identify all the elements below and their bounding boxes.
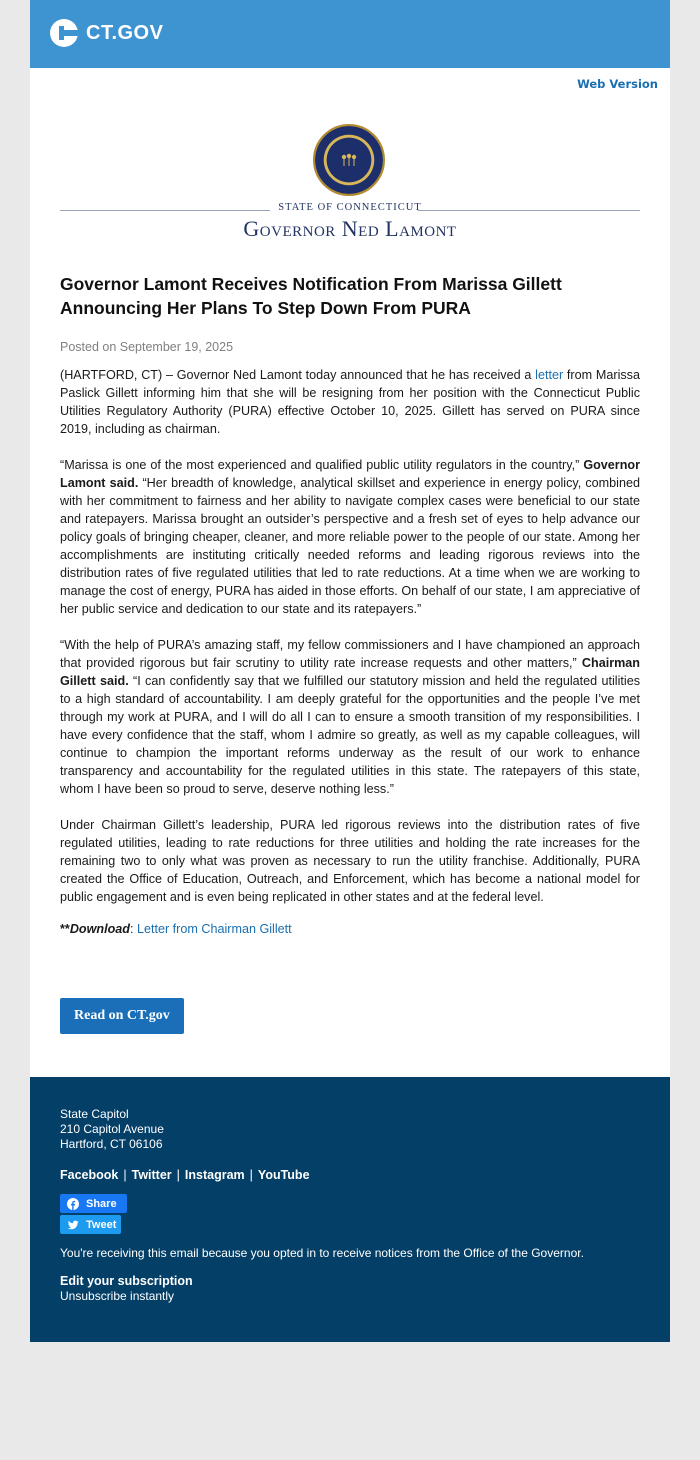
paragraph-2: “Marissa is one of the most experienced and qualified public utility regulators in the country,” Governor Lamont said. “Her breadth of knowledge, analytical skillset and experience in energy policy, combined with her commitment to fairness and her ability to navigate complex cases were beneficial to our state and ratepayers. Marissa brought an outsider’s perspective and a fresh set of eyes to help advance our policy goals of bringing cheaper, cleaner, and more reliable power to the people of our state. Among her accomplishments are instituting critically needed reforms and leading rigorous reviews into the distribution rates of five regulated utilities that led to rate reductions. At a time when we are working to manage the cost of energy, PURA has aided in those efforts. On behalf of our state, I am appreciative of her public service and dedication to our state and its ratepayers.” <box>60 458 640 616</box>
download-label: Download <box>69 922 130 936</box>
ct-logo-icon <box>50 19 78 47</box>
posted-date: Posted on September 19, 2025 <box>60 340 234 354</box>
state-seal-icon <box>313 124 385 196</box>
optin-notice: You're receiving this email because you opted in to receive notices from the Office of the Governor. <box>60 1246 584 1260</box>
instagram-link[interactable]: Instagram <box>184 1168 245 1182</box>
chairman-attribution: Chairman Gillett said. <box>60 656 640 688</box>
twitter-tweet-button[interactable]: Tweet <box>60 1215 121 1234</box>
letter-link[interactable]: letter <box>535 368 564 382</box>
ct-logo-text: CT.GOV <box>86 21 164 44</box>
governor-masthead <box>60 108 640 241</box>
edit-subscription-link[interactable]: Edit your subscription <box>60 1274 193 1288</box>
share-buttons <box>60 1194 640 1234</box>
twitter-bird-icon <box>67 1219 79 1231</box>
ct-gov-logo[interactable] <box>50 19 163 47</box>
social-links: Facebook | Twitter | Instagram | YouTube <box>60 1168 310 1182</box>
paragraph-1: (HARTFORD, CT) – Governor Ned Lamont today announced that he has received a letter from Marissa Paslick Gillett informing him that she will be resigning from her position with the Connecticut Public Utilities Regulatory Authority (PURA) effective October 10, 2025. Gillett has served on PURA since 2019, including as chairman. <box>60 368 640 436</box>
facebook-link[interactable]: Facebook <box>60 1168 119 1182</box>
letter-download-link[interactable]: Letter from Chairman Gillett <box>136 922 292 936</box>
download-line: **Download: Letter from Chairman Gillett <box>60 922 292 936</box>
twitter-link[interactable]: Twitter <box>131 1168 172 1182</box>
governor-attribution: Governor Lamont said. <box>60 458 640 490</box>
email-container <box>30 0 670 1342</box>
state-of-connecticut: STATE OF CONNECTICUT <box>278 202 422 213</box>
header-bar <box>30 0 670 68</box>
governor-name: Governor Ned Lamont <box>243 216 457 241</box>
article-title: Governor Lamont Receives Notification From Marissa Gillett Announcing Her Plans To Step Down From PURA <box>60 274 562 318</box>
facebook-share-button[interactable]: Share <box>60 1194 127 1213</box>
web-version-link[interactable]: Web Version <box>577 77 658 91</box>
youtube-link[interactable]: YouTube <box>257 1168 310 1182</box>
facebook-icon <box>67 1198 79 1210</box>
footer-address: State Capitol 210 Capitol Avenue Hartford, CT 06106 <box>60 1107 164 1151</box>
paragraph-3: “With the help of PURA’s amazing staff, my fellow commissioners and I have championed an approach that provided rigorous but fair scrutiny to utility rate increase requests and other matters,” Chairman Gillett said. “I can confidently say that we fulfilled our statutory mission and held the regulated utilities to a high standard of accountability. I am deeply grateful for the opportunities and the people I’ve met through my work at PURA, and I will do all I can to ensure a smooth transition of my responsibilities. I have every confidence that the staff, whom I admire so greatly, as well as my capable colleagues, will continue to champion the important reforms underway as the result of our work to enhance transparency and accountability for the regulated utilities in this state. The ratepayers of this state, whom I have been so proud to serve, deserve nothing less.” <box>60 638 640 796</box>
unsubscribe-link[interactable]: Unsubscribe instantly <box>60 1289 175 1303</box>
paragraph-4: Under Chairman Gillett’s leadership, PURA led rigorous reviews into the distribution rates of five regulated utilities, leading to rate reductions for three utilities and holding the rate increases for the remaining two to only what was proven as necessary to run the utility franchise. Additionally, PURA created the Office of Education, Outreach, and Enforcement, which has become a national model for public engagement and is even being replicated in other states and at the federal level. <box>60 818 640 904</box>
read-on-ctgov-button[interactable]: Read on CT.gov <box>60 998 184 1034</box>
email-footer <box>30 1077 670 1342</box>
email-card <box>30 68 670 1077</box>
